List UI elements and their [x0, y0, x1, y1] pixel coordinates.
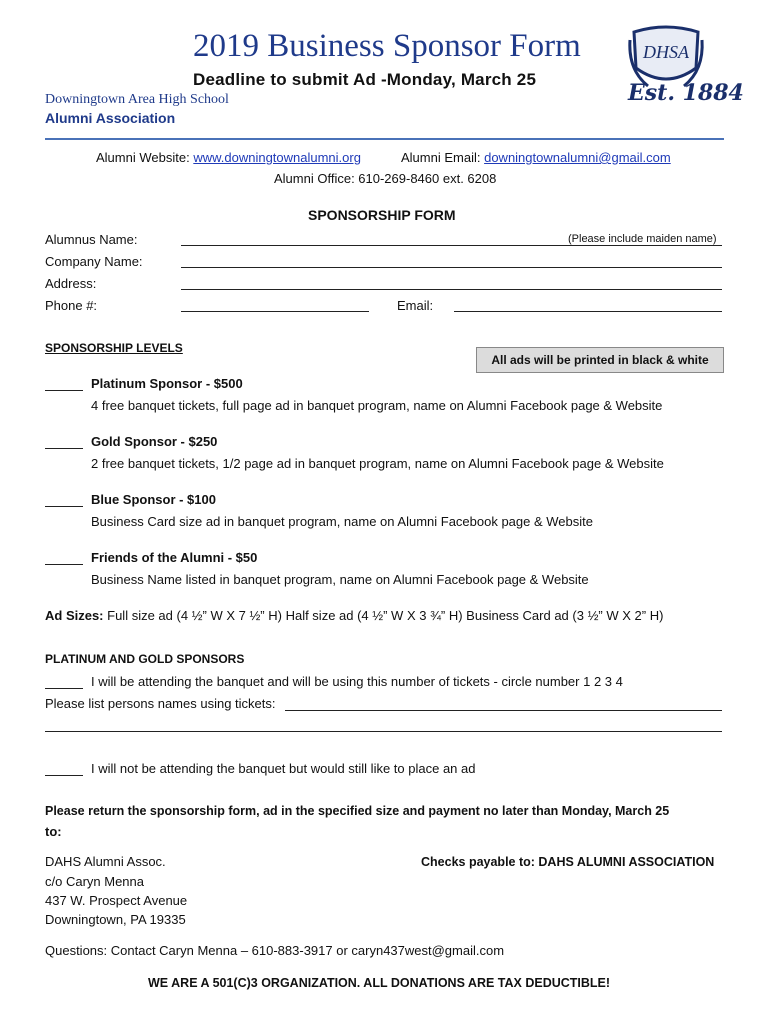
- established-year: Est. 1884: [628, 80, 744, 106]
- return-instruction-to: to:: [45, 824, 62, 839]
- gold-checkbox-line[interactable]: [45, 448, 83, 449]
- website-link[interactable]: www.downingtownalumni.org: [193, 150, 361, 165]
- header-divider: [45, 138, 724, 140]
- company-label: Company Name:: [45, 254, 143, 269]
- not-attending-checkbox-line[interactable]: [45, 775, 83, 776]
- office-phone: Alumni Office: 610-269-8460 ext. 6208: [274, 171, 497, 186]
- phone-label: Phone #:: [45, 298, 98, 313]
- website-line: [96, 150, 361, 165]
- platinum-gold-heading: PLATINUM AND GOLD SPONSORS: [45, 652, 245, 666]
- association-name: Alumni Association: [45, 110, 176, 126]
- names-field-1[interactable]: [285, 710, 722, 711]
- levels-heading: SPONSORSHIP LEVELS: [45, 341, 183, 355]
- seal-lettering: DHSA: [643, 42, 689, 62]
- return-address-2: c/o Caryn Menna: [45, 874, 144, 889]
- print-note-box: All ads will be printed in black & white: [476, 347, 724, 373]
- names-field-2[interactable]: [45, 731, 722, 732]
- friends-level-name: Friends of the Alumni - $50: [91, 550, 258, 565]
- address-field[interactable]: [181, 289, 722, 290]
- ad-sizes-line: [45, 608, 663, 623]
- questions-contact: Questions: Contact Caryn Menna – 610-883-3917 or caryn437west@gmail.com: [45, 943, 505, 958]
- gold-level-desc: 2 free banquet tickets, 1/2 page ad in banquet program, name on Alumni Facebook page & Website: [91, 456, 664, 471]
- alumnus-label: Alumnus Name:: [45, 232, 138, 247]
- blue-level-name: Blue Sponsor - $100: [91, 492, 216, 507]
- school-name: Downingtown Area High School: [45, 92, 229, 107]
- email-label: Alumni Email:: [401, 150, 481, 165]
- form-title: 2019 Business Sponsor Form: [193, 28, 581, 64]
- names-label: Please list persons names using tickets:: [45, 696, 276, 711]
- gold-level-name: Gold Sponsor - $250: [91, 434, 218, 449]
- maiden-note: (Please include maiden name): [568, 233, 717, 245]
- checks-payable: Checks payable to: DAHS ALUMNI ASSOCIATION: [421, 855, 715, 869]
- alumnus-name-field[interactable]: [181, 245, 722, 246]
- not-attending-text: I will not be attending the banquet but would still like to place an ad: [91, 761, 476, 776]
- email-line: [401, 150, 671, 165]
- address-label: Address:: [45, 276, 97, 291]
- email-field[interactable]: [454, 311, 722, 312]
- return-instruction: Please return the sponsorship form, ad in the specified size and payment no later than Monday, March 25: [45, 804, 670, 818]
- friends-level-desc: Business Name listed in banquet program, name on Alumni Facebook page & Website: [91, 572, 589, 587]
- return-address-4: Downingtown, PA 19335: [45, 912, 186, 927]
- attending-checkbox-line[interactable]: [45, 688, 83, 689]
- phone-field[interactable]: [181, 311, 369, 312]
- return-address-1: DAHS Alumni Assoc.: [45, 854, 166, 869]
- friends-checkbox-line[interactable]: [45, 564, 83, 565]
- blue-level-desc: Business Card size ad in banquet program, name on Alumni Facebook page & Website: [91, 514, 593, 529]
- website-label: Alumni Website:: [96, 150, 190, 165]
- email-link[interactable]: downingtownalumni@gmail.com: [484, 150, 671, 165]
- return-address-3: 437 W. Prospect Avenue: [45, 893, 188, 908]
- blue-checkbox-line[interactable]: [45, 506, 83, 507]
- attending-text: I will be attending the banquet and will be using this number of tickets - circle number 1 2 3 4: [91, 674, 623, 689]
- ad-sizes-text: Full size ad (4 ½” W X 7 ½” H) Half size ad (4 ½” W X 3 ¾” H) Business Card ad (3 ½” W X 2” H): [107, 608, 664, 623]
- footer-tax-statement: WE ARE A 501(C)3 ORGANIZATION. ALL DONATIONS ARE TAX DEDUCTIBLE!: [148, 976, 611, 990]
- email-field-label: Email:: [397, 298, 434, 313]
- platinum-level-desc: 4 free banquet tickets, full page ad in banquet program, name on Alumni Facebook page & Website: [91, 398, 663, 413]
- company-name-field[interactable]: [181, 267, 722, 268]
- platinum-checkbox-line[interactable]: [45, 390, 83, 391]
- ad-sizes-label: Ad Sizes:: [45, 608, 104, 623]
- form-heading: SPONSORSHIP FORM: [308, 207, 456, 223]
- deadline-text: Deadline to submit Ad -Monday, March 25: [193, 70, 537, 89]
- platinum-level-name: Platinum Sponsor - $500: [91, 376, 243, 391]
